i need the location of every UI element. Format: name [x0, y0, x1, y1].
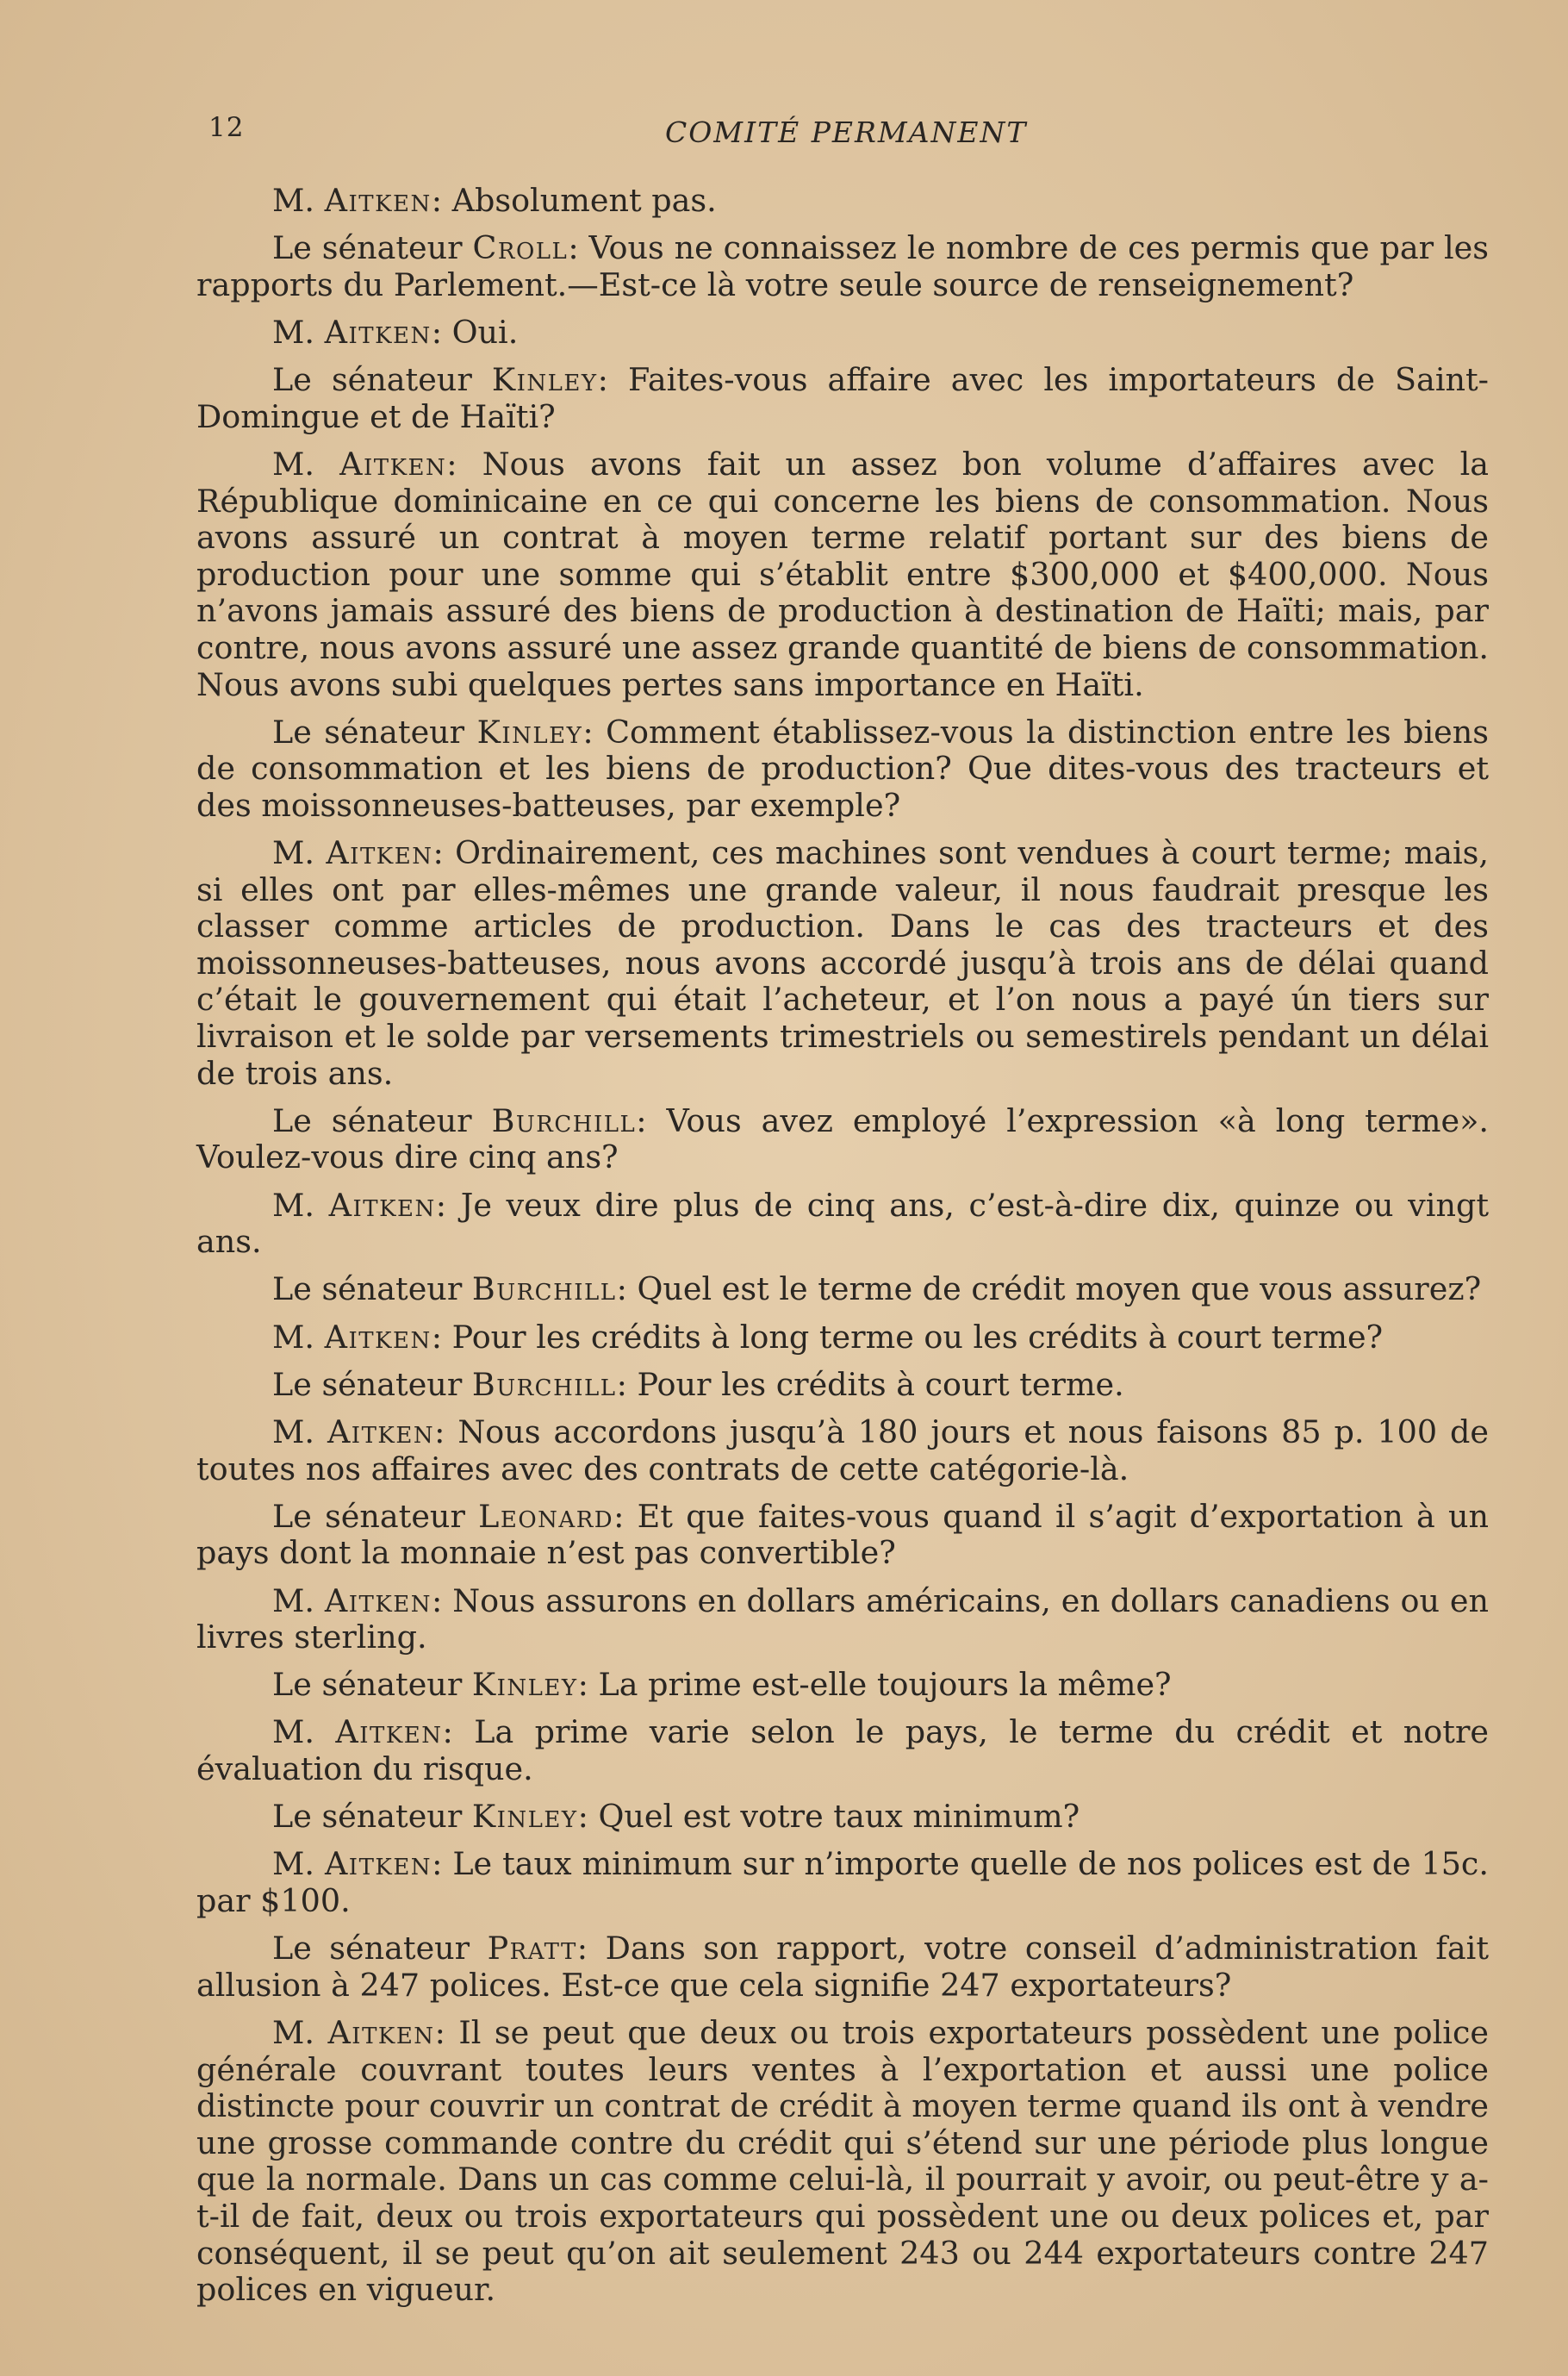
paragraph-text: Faites-vous affaire avec les importateurs de Saint-Domingue et de Haïti?: [196, 361, 1490, 435]
paragraph: M. Aitken: Oui.: [272, 313, 519, 351]
running-title: COMITÉ PERMANENT: [665, 115, 1028, 149]
paragraph: M. Aitken: Absolument pas.: [272, 182, 717, 219]
speaker-prefix: M.: [272, 182, 314, 219]
speaker-prefix: Le sénateur: [272, 1101, 472, 1139]
speaker-name: Aitken: [324, 1581, 432, 1619]
speaker-name: Aitken: [324, 1318, 432, 1356]
speaker-prefix: M.: [272, 1186, 314, 1224]
speaker-prefix: M.: [272, 2014, 314, 2051]
paragraph-text: Nous assurons en dollars américains, en dollars canadiens ou en livres sterling.: [196, 1581, 1490, 1656]
paragraph: Le sénateur Croll: Vous ne connaissez le nombre de ces permis que par les rapports du Parlement.—Est-ce là votre seule source de renseignement?: [196, 229, 1490, 303]
speaker-prefix: M.: [272, 1581, 314, 1619]
paragraph: Le sénateur Kinley: Faites-vous affaire avec les importateurs de Saint-Domingue et de Haïti?: [196, 361, 1490, 435]
paragraph-text: Pour les crédits à court terme.: [637, 1365, 1124, 1403]
paragraph: Le sénateur Leonard: Et que faites-vous quand il s’agit d’exportation à un pays dont la monnaie n’est pas convertible?: [196, 1497, 1490, 1572]
paragraph-text: Nous accordons jusqu’à 180 jours et nous faisons 85 p. 100 de toutes nos affaires avec des contrats de cette catégorie-là.: [196, 1413, 1490, 1487]
paragraph: M. Aitken: Le taux minimum sur n’importe quelle de nos polices est de 15c. par $100.: [196, 1845, 1489, 1920]
paragraph: M. Aitken: Il se peut que deux ou trois exportateurs possèdent une police générale couvrant toutes leurs ventes à l’exportation et aussi une police distincte pour couvrir un contrat de crédit à moyen terme quand ils ont à vendre une grosse commande contre du crédit qui s’étend sur une période plus longue que la normale. Dans un cas comme celui-là, il pourrait y avoir, ou peut-être y a-t-il de fait, deux ou trois exportateurs qui possèdent une ou deux polices et, par conséquent, il se peut qu’on ait seulement 243 ou 244 exportateurs contre 247 polices en vigueur.: [196, 2014, 1490, 2309]
speaker-name: Aitken: [335, 1713, 443, 1751]
speaker-name: Kinley: [476, 713, 583, 751]
paragraph-text: Comment établissez-vous la distinction entre les biens de consommation et les biens de production? Que dites-vous des tracteurs et des moissonneuses-batteuses, par exemple?: [196, 713, 1489, 824]
paragraph: Le sénateur Kinley: La prime est-elle toujours la même?: [272, 1666, 1172, 1704]
speaker-name: Aitken: [324, 182, 432, 219]
speaker-name: Burchill: [471, 1365, 617, 1403]
paragraph: M. Aitken: Nous avons fait un assez bon volume d’affaires avec la République dominicaine en ce qui concerne les biens de consommation. Nous avons assuré un contrat à moyen terme relatif portant sur des biens de production pour une somme qui s’établit entre $300,000 et $400,000. Nous n’avons jamais assuré des biens de production à destination de Haïti; mais, par contre, nous avons assuré une assez grande quantité de biens de consommation. Nous avons subi quelques pertes sans importance en Haïti.: [196, 445, 1490, 703]
paragraph-text: Ordinairement, ces machines sont vendues à court terme; mais, si elles ont par elles-mêmes une grande valeur, il nous faudrait presque les classer comme articles de production. Dans le cas des tracteurs et des moissonneuses-batteuses, nous avons accordé jusqu’à trois ans de délai quand c’était le gouvernement qui était l’acheteur, et l’on nous a payé ún tiers sur livraison et le solde par versements trimestriels ou semestirels pendant un délai de trois ans.: [196, 834, 1489, 1092]
paragraph-text: Nous avons fait un assez bon volume d’affaires avec la République dominicaine en ce qui concerne les biens de consommation. Nous avons assuré un contrat à moyen terme relatif portant sur des biens de production pour une somme qui s’établit entre $300,000 et $400,000. Nous n’avons jamais assuré des biens de production à destination de Haïti; mais, par contre, nous avons assuré une assez grande quantité de biens de consommation. Nous avons subi quelques pertes sans importance en Haïti.: [196, 445, 1490, 703]
paragraph-text: Pour les crédits à long terme ou les crédits à court terme?: [451, 1318, 1384, 1356]
speaker-name: Croll: [472, 229, 569, 267]
speaker-prefix: Le sénateur: [272, 1666, 463, 1704]
paragraph: M. Aitken: Nous accordons jusqu’à 180 jours et nous faisons 85 p. 100 de toutes nos affaires avec des contrats de cette catégorie-là.: [196, 1413, 1490, 1487]
speaker-name: Burchill: [491, 1101, 637, 1139]
speaker-name: Leonard: [478, 1497, 614, 1535]
paragraph-text: Il se peut que deux ou trois exportateurs possèdent une police générale couvrant toutes leurs ventes à l’exportation et aussi une police distincte pour couvrir un contrat de crédit à moyen terme quand ils ont à vendre une grosse commande contre du crédit qui s’étend sur une période plus longue que la normale. Dans un cas comme celui-là, il pourrait y avoir, ou peut-être y a-t-il de fait, deux ou trois exportateurs qui possèdent une ou deux polices et, par conséquent, il se peut qu’on ait seulement 243 ou 244 exportateurs contre 247 polices en vigueur.: [196, 2014, 1490, 2309]
paragraph: M. Aitken: La prime varie selon le pays, le terme du crédit et notre évaluation du risque.: [196, 1713, 1489, 1788]
speaker-name: Aitken: [324, 1845, 432, 1883]
paragraph-text: Absolument pas.: [451, 182, 717, 219]
transcript-body: [196, 183, 1489, 2319]
speaker-name: Kinley: [471, 1798, 578, 1836]
paragraph-text: Quel est votre taux minimum?: [598, 1798, 1080, 1836]
paragraph: M. Aitken: Ordinairement, ces machines sont vendues à court terme; mais, si elles ont par elles-mêmes une grande valeur, il nous faudrait presque les classer comme articles de production. Dans le cas des tracteurs et des moissonneuses-batteuses, nous avons accordé jusqu’à trois ans de délai quand c’était le gouvernement qui était l’acheteur, et l’on nous a payé ún tiers sur livraison et le solde par versements trimestriels ou semestirels pendant un délai de trois ans.: [196, 834, 1489, 1092]
speaker-prefix: M.: [272, 1413, 314, 1450]
speaker-prefix: M.: [272, 313, 314, 351]
speaker-name: Aitken: [339, 445, 447, 483]
speaker-name: Aitken: [327, 1413, 435, 1450]
paragraph-text: Dans son rapport, votre conseil d’administration fait allusion à 247 polices. Est-ce que cela signifie 247 exportateurs?: [196, 1930, 1490, 2004]
paragraph: Le sénateur Kinley: Quel est votre taux minimum?: [272, 1798, 1080, 1836]
speaker-prefix: M.: [272, 834, 314, 872]
speaker-prefix: Le sénateur: [272, 229, 463, 267]
paragraph-text: Le taux minimum sur n’importe quelle de nos polices est de 15c. par $100.: [196, 1845, 1489, 1920]
paragraph-text: Oui.: [451, 313, 519, 351]
speaker-name: Aitken: [324, 313, 432, 351]
speaker-name: Kinley: [491, 361, 598, 399]
speaker-name: Kinley: [471, 1666, 578, 1704]
paragraph: Le sénateur Pratt: Dans son rapport, votre conseil d’administration fait allusion à 247 polices. Est-ce que cela signifie 247 exportateurs?: [196, 1930, 1490, 2004]
speaker-name: Aitken: [326, 834, 433, 872]
speaker-prefix: M.: [272, 1713, 314, 1751]
paragraph: Le sénateur Kinley: Comment établissez-vous la distinction entre les biens de consommation et les biens de production? Que dites-vous des tracteurs et des moissonneuses-batteuses, par exemple?: [196, 713, 1489, 824]
paragraph-text: Vous ne connaissez le nombre de ces permis que par les rapports du Parlement.—Est-ce là votre seule source de renseignement?: [196, 229, 1490, 303]
paragraph: M. Aitken: Nous assurons en dollars américains, en dollars canadiens ou en livres sterling.: [196, 1581, 1490, 1656]
paragraph-text: La prime est-elle toujours la même?: [598, 1666, 1172, 1704]
speaker-name: Burchill: [471, 1270, 617, 1308]
paragraph: Le sénateur Burchill: Pour les crédits à court terme.: [272, 1365, 1124, 1403]
speaker-prefix: Le sénateur: [272, 1365, 463, 1403]
speaker-prefix: Le sénateur: [272, 361, 472, 399]
speaker-prefix: M.: [272, 1318, 314, 1356]
paragraph-text: Vous avez employé l’expression «à long terme». Voulez-vous dire cinq ans?: [196, 1101, 1490, 1176]
paragraph-text: La prime varie selon le pays, le terme du crédit et notre évaluation du risque.: [196, 1713, 1489, 1788]
paragraph-text: Je veux dire plus de cinq ans, c’est-à-dire dix, quinze ou vingt ans.: [196, 1186, 1490, 1261]
speaker-name: Aitken: [328, 1186, 436, 1224]
paragraph: Le sénateur Burchill: Vous avez employé l’expression «à long terme». Voulez-vous dire cinq ans?: [196, 1101, 1490, 1176]
speaker-prefix: Le sénateur: [272, 1270, 463, 1308]
paragraph: M. Aitken: Je veux dire plus de cinq ans, c’est-à-dire dix, quinze ou vingt ans.: [196, 1186, 1490, 1261]
speaker-prefix: Le sénateur: [272, 1930, 470, 1968]
speaker-name: Aitken: [327, 2014, 435, 2051]
speaker-prefix: Le sénateur: [272, 1497, 465, 1535]
speaker-prefix: M.: [272, 445, 314, 483]
page-number: 12: [208, 112, 245, 143]
speaker-prefix: Le sénateur: [272, 713, 465, 751]
speaker-prefix: M.: [272, 1845, 314, 1883]
speaker-name: Pratt: [487, 1930, 577, 1968]
paragraph: M. Aitken: Pour les crédits à long terme ou les crédits à court terme?: [272, 1318, 1384, 1356]
paragraph: Le sénateur Burchill: Quel est le terme de crédit moyen que vous assurez?: [272, 1270, 1482, 1308]
paragraph-text: Et que faites-vous quand il s’agit d’exportation à un pays dont la monnaie n’est pas convertible?: [196, 1497, 1490, 1572]
paragraph-text: Quel est le terme de crédit moyen que vous assurez?: [637, 1270, 1482, 1308]
speaker-prefix: Le sénateur: [272, 1798, 463, 1836]
